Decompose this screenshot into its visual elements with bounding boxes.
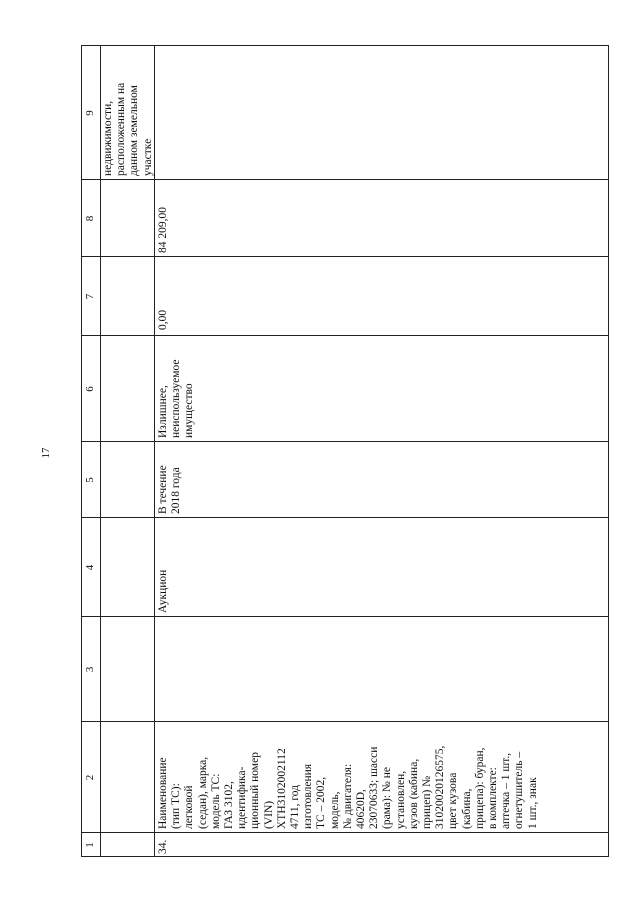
value-col8: 84 209,00: [157, 207, 169, 253]
table-rule: [81, 616, 609, 617]
disposal-reason: Излишнее, неиспользуемое имущество: [157, 359, 196, 438]
value-col7: 0,00: [157, 309, 169, 330]
table-rule: [81, 721, 609, 722]
table-rule: [81, 441, 609, 442]
row-number: 34.: [157, 839, 169, 854]
table-rule: [81, 179, 609, 180]
table-rule: [81, 517, 609, 518]
sale-period: В течение 2018 года: [157, 465, 183, 514]
sale-method: Аукцион: [157, 569, 169, 613]
table-rule: [81, 256, 609, 257]
column-header-2: 2: [84, 774, 96, 781]
column-header-7: 7: [84, 293, 96, 300]
column-header-5: 5: [84, 477, 96, 483]
continuation-cell-col9: недвижимости, расположенным на данном земельном участке: [102, 82, 154, 176]
column-header-9: 9: [84, 110, 96, 116]
table-rule: [100, 45, 101, 857]
column-header-6: 6: [84, 386, 96, 392]
rotated-table: [81, 45, 609, 857]
item-description: Наименование (тип ТС): легковой (седан), марка, модель ТС: ГАЗ 3102, идентифика- ционный номер (VIN) ХТН3102002112 4711, год изготовления ТС – 2002, модель, № двигателя: 40620D, 23070633; шасси (рама): № не установлен, кузов (кабина, прицеп) № 31020020126575, цвет кузова (кабина, прицепа): буран, в комплекте: аптечка – 1 шт., огнетушитель – 1 шт., знак: [157, 745, 539, 829]
table-rule: [81, 45, 609, 46]
column-header-8: 8: [84, 215, 96, 222]
column-header-4: 4: [84, 564, 96, 571]
table-rule: [608, 45, 609, 857]
page-number: 17: [40, 447, 52, 459]
table-rule: [81, 856, 609, 857]
column-header-3: 3: [84, 666, 96, 673]
table-rule: [81, 335, 609, 336]
table-rule: [81, 832, 609, 833]
column-header-1: 1: [84, 842, 96, 848]
